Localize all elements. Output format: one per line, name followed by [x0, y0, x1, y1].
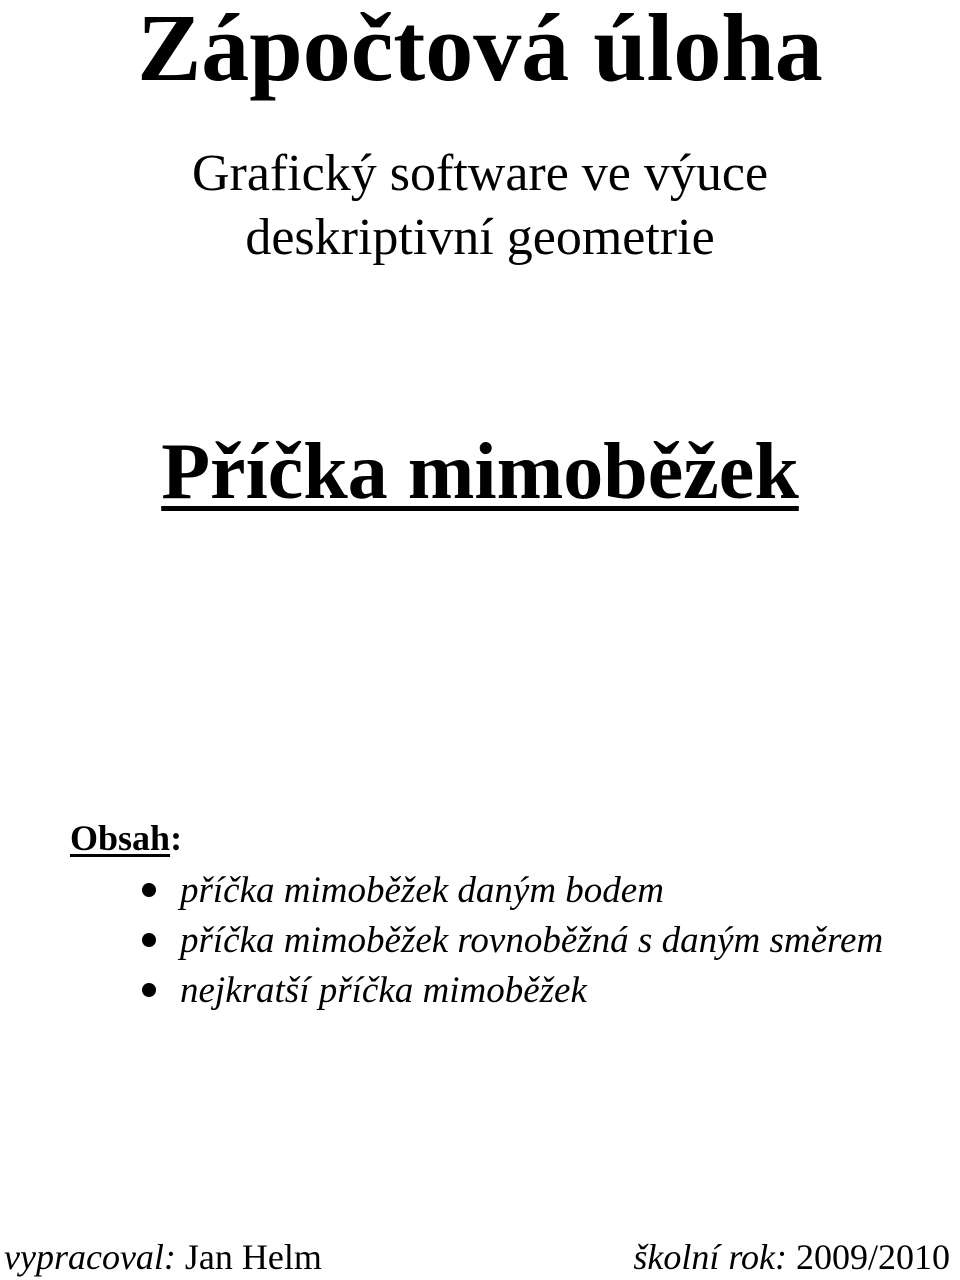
contents-heading: [70, 816, 950, 860]
list-item-text: nejkratší příčka mimoběžek: [180, 970, 587, 1011]
bullet-icon: [142, 933, 156, 947]
bullet-icon: [142, 983, 156, 997]
document-title: Zápočtová úloha: [137, 0, 823, 101]
footer: [4, 1234, 950, 1280]
list-item-text: příčka mimoběžek daným bodem: [180, 870, 664, 911]
bullet-icon: [142, 883, 156, 897]
list-item: [70, 916, 950, 966]
list-item: [70, 866, 950, 916]
subtitle-line: Grafický software ve výuce: [191, 145, 769, 202]
contents-list: [70, 866, 950, 1016]
contents-heading-colon: :: [170, 818, 183, 858]
author-info: [4, 1234, 322, 1280]
school-year-value: 2009/2010: [795, 1237, 950, 1277]
subtitle-line: deskriptivní geometrie: [245, 209, 715, 266]
topic-title: [0, 430, 960, 514]
contents-section: [70, 816, 950, 1016]
list-item: [70, 966, 950, 1016]
author-name: Jan Helm: [184, 1237, 322, 1277]
school-year-info: [633, 1234, 950, 1280]
author-label: vypracoval:: [4, 1237, 176, 1277]
contents-heading-label: Obsah: [70, 818, 171, 858]
topic-title-text: Příčka mimoběžek: [161, 428, 799, 516]
school-year-label: školní rok:: [633, 1237, 787, 1277]
list-item-text: příčka mimoběžek rovnoběžná s daným směrem: [180, 920, 884, 961]
subtitle: [0, 142, 960, 270]
